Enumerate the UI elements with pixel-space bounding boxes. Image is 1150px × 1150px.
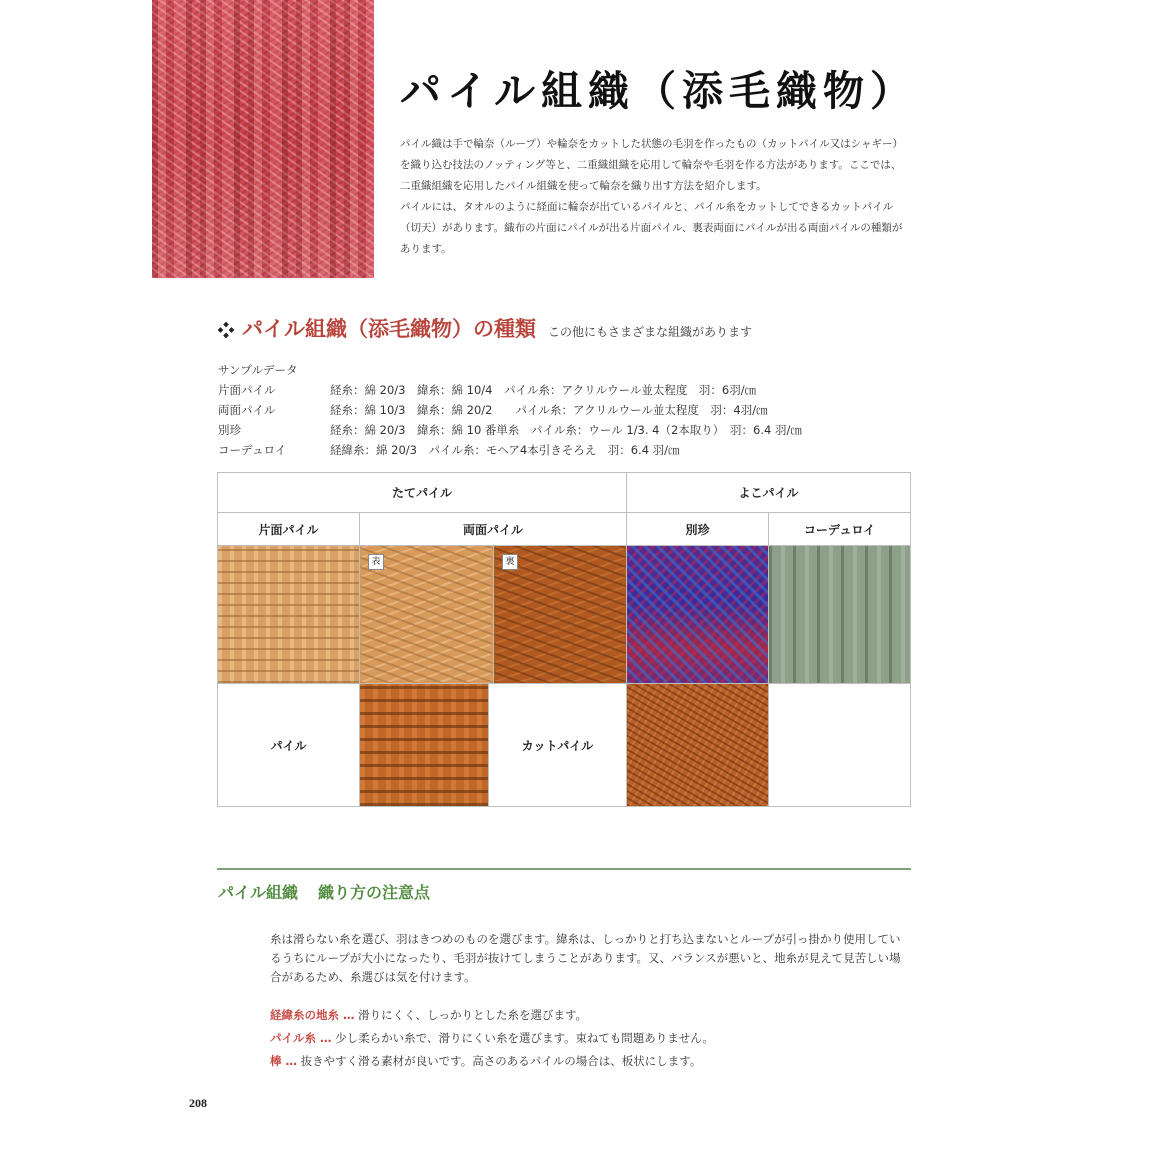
swatch-corduroy [768, 545, 911, 684]
note-text: 少し柔らかい糸で、滑りにくい糸を選びます。束ねても問題ありません。 [335, 1031, 714, 1045]
intro-text [400, 134, 910, 260]
note-key: 棒 … [270, 1054, 298, 1068]
note-key: 経緯糸の地糸 … [270, 1008, 355, 1022]
swatch-velveteen [626, 545, 769, 684]
note-item [270, 1050, 910, 1073]
swatch-double-pile-back [493, 545, 627, 684]
intro-paragraph-2: パイルには、タオルのように経面に輪奈が出ているパイルと、パイル糸をカットしてできるカットパイル（切天）があります。織布の片面にパイルが出る片面パイル、裏表両面にパイルが出る両面パイルの種類があります。 [400, 201, 903, 255]
label-cut-pile: カットパイル [488, 683, 627, 807]
page-number: 208 [189, 1096, 207, 1110]
sample-row [218, 440, 802, 460]
header-weft-pile: よこパイル [626, 472, 911, 513]
sample-spec: 経糸：綿 10/3 緯糸：綿 20/2 パイル糸：アクリルウール並太程度 羽：4羽/㎝ [330, 403, 768, 417]
header-single-pile: 片面パイル [217, 512, 360, 546]
note-text: 抜きやすく滑る素材が良いです。高さのあるパイルの場合は、板状にします。 [300, 1054, 702, 1068]
sample-spec: 経糸：綿 20/3 緯糸：綿 10 番単糸 パイル糸：ウール 1/3. 4（2本取り） 羽：6.4 羽/㎝ [330, 423, 802, 437]
sample-name: 片面パイル [218, 383, 276, 397]
sample-data-label: サンプルデータ [218, 363, 298, 377]
note-item [270, 1027, 910, 1050]
sample-row [218, 380, 802, 400]
sample-name: 別珍 [218, 423, 241, 437]
page-title: パイル組織（添毛織物） [400, 67, 917, 115]
pile-types-table [217, 472, 911, 807]
section-title: パイル組織（添毛織物）の種類 [242, 317, 536, 341]
header-corduroy: コーデュロイ [768, 512, 911, 546]
swatch-single-pile [217, 545, 360, 684]
notes-heading [218, 880, 430, 903]
section-subtitle: この他にもさまざまな組織があります [548, 325, 753, 339]
sample-name: 両面パイル [218, 403, 276, 417]
hero-pile-fabric-photo [152, 0, 374, 278]
header-double-pile: 両面パイル [359, 512, 627, 546]
sample-row [218, 400, 802, 420]
notes-list [270, 1004, 910, 1073]
swatch-cut-pile [626, 683, 769, 807]
note-item [270, 1004, 910, 1027]
notes-body: 糸は滑らない糸を選び、羽はきつめのものを選びます。緯糸は、しっかりと打ち込まないとループが引っ掛かり使用しているうちにループが大小になったり、毛羽が抜けてしまうことがあります。又、バランスが悪いと、地糸が見えて見苦しい場合があるため、糸選びは気を付けます。 [270, 932, 901, 984]
section-divider [217, 868, 911, 870]
intro-paragraph-1: パイル織は手で輪奈（ループ）や輪奈をカットした状態の毛羽を作ったもの（カットパイル又はシャギー）を織り込む技法のノッティング等と、二重織組織を応用して輪奈や毛羽を作る方法があります。ここでは、二重織組織を応用したパイル組織を使って輪奈を織り出す方法を紹介します。 [400, 138, 903, 192]
sample-row [218, 420, 802, 440]
sample-spec: 経緯糸：綿 20/3 パイル糸：モヘア4本引きそろえ 羽：6.4 羽/㎝ [330, 443, 680, 457]
label-pile: パイル [217, 683, 360, 807]
notes-heading-part1: パイル組織 [218, 883, 299, 902]
tag-back: 裏 [502, 554, 518, 570]
tag-front: 表 [368, 554, 384, 570]
sample-name: コーデュロイ [218, 443, 287, 457]
header-velveteen: 別珍 [626, 512, 769, 546]
sample-spec: 経糸：綿 20/3 緯糸：綿 10/4 パイル糸：アクリルウール並太程度 羽：6羽/㎝ [330, 383, 757, 397]
notes-heading-part2: 織り方の注意点 [318, 883, 431, 902]
swatch-loop-pile [359, 683, 489, 807]
section-heading [218, 313, 752, 343]
note-text: 滑りにくく、しっかりとした糸を選びます。 [358, 1008, 588, 1022]
swatch-double-pile-front [359, 545, 494, 684]
sample-data [218, 360, 802, 460]
note-key: パイル糸 … [270, 1031, 332, 1045]
empty-cell [768, 683, 911, 807]
header-warp-pile: たてパイル [217, 472, 627, 513]
four-diamond-icon [218, 322, 234, 338]
